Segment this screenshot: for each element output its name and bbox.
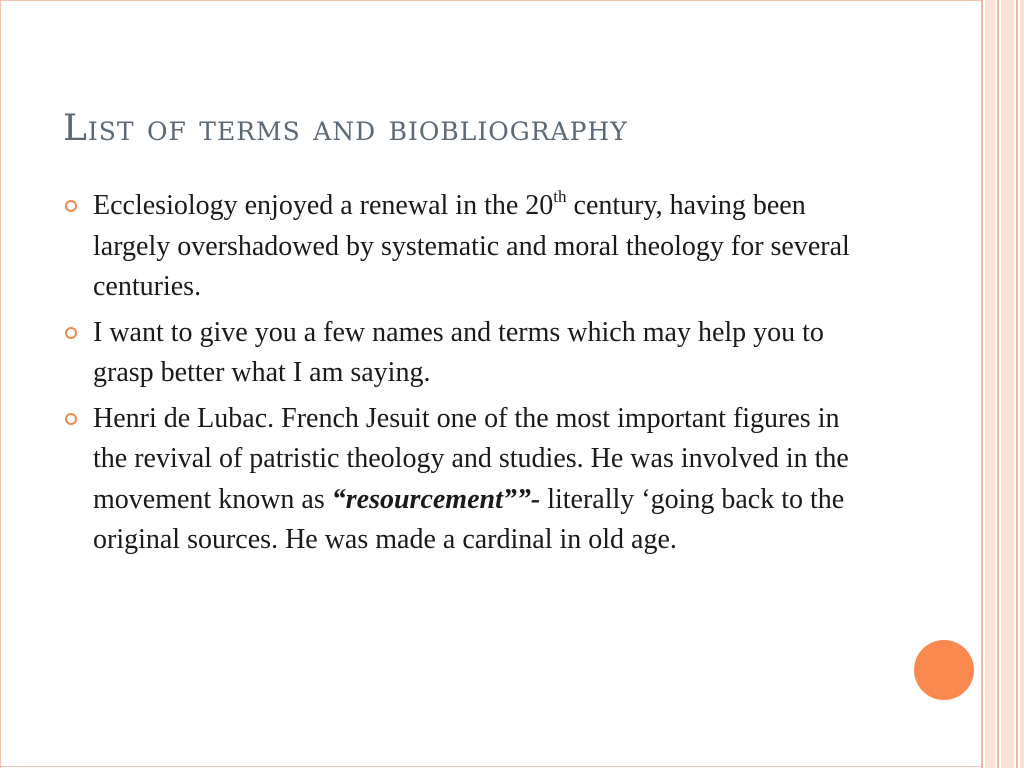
- slide-title: List of terms and biobliography: [63, 108, 628, 149]
- bullet-item: [64, 186, 864, 308]
- ring-bullet-icon: [65, 413, 77, 425]
- bullet-text: I want to give you a few names and terms which may help you to grasp better what I am saying.: [93, 316, 824, 388]
- ring-bullet-icon: [65, 200, 77, 212]
- bullet-item: [64, 313, 864, 394]
- frame-left-line: [0, 0, 1, 768]
- decorative-circle: [914, 640, 974, 700]
- bullet-text: Ecclesiology enjoyed a renewal in the 20: [93, 190, 554, 221]
- bullet-text: literally ‘going back to the original sources. He was made a cardinal in old age.: [93, 483, 845, 555]
- emphasized-term: “resourcement””-: [331, 483, 541, 515]
- right-stripe: [981, 0, 983, 768]
- right-stripe: [1020, 0, 1024, 768]
- right-stripe: [985, 0, 995, 768]
- right-stripe: [1016, 0, 1018, 768]
- bullet-text: century, having been largely overshadowed by systematic and moral theology for several centuries.: [93, 190, 850, 302]
- bullet-item: [64, 399, 864, 561]
- frame-top-line: [0, 0, 981, 1]
- right-stripe: [997, 0, 999, 768]
- frame-bottom-line: [0, 766, 981, 767]
- bullet-text: Henri de Lubac. French Jesuit one of the most important figures in the revival of patristic theology and studies. He was involved in the movement known as: [93, 402, 849, 515]
- bullet-list: [64, 186, 864, 566]
- right-stripe: [1001, 0, 1014, 768]
- ordinal-superscript: th: [553, 187, 567, 206]
- ring-bullet-icon: [65, 327, 77, 339]
